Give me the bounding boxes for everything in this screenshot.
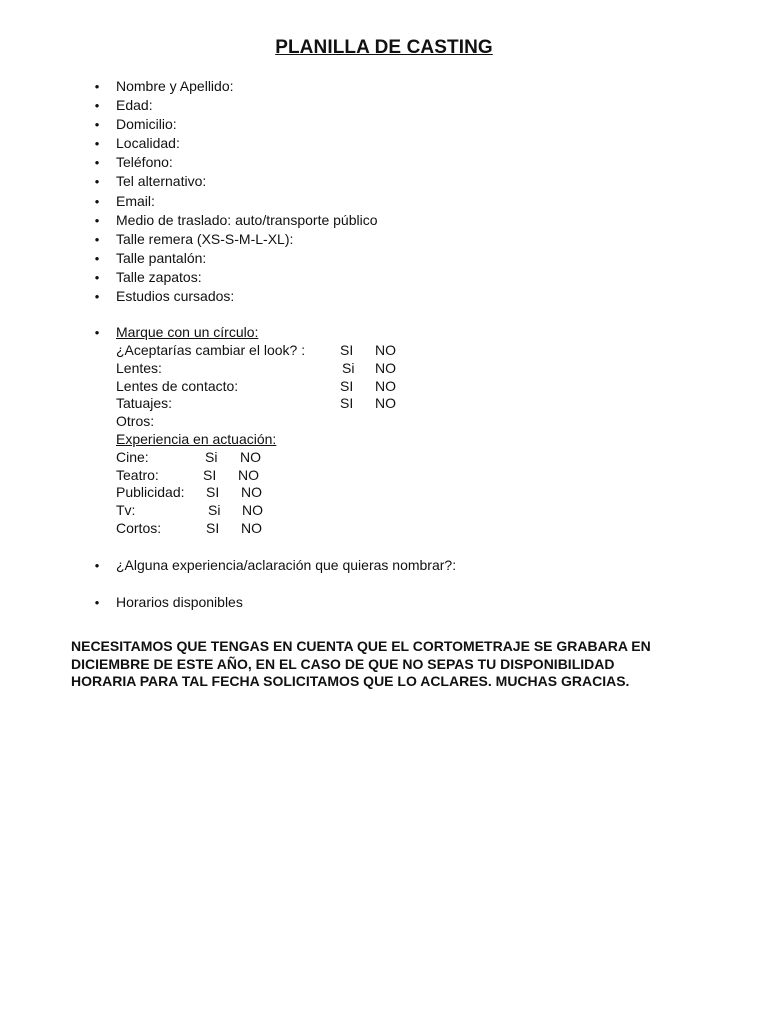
option-yes[interactable]: Si bbox=[205, 448, 218, 465]
option-yes[interactable]: SI bbox=[206, 484, 220, 501]
bullet-icon: • bbox=[94, 557, 100, 573]
option-yes[interactable]: Si bbox=[208, 502, 221, 519]
bullet-icon: • bbox=[94, 325, 100, 341]
option-label: Lentes de contacto: bbox=[116, 377, 239, 394]
field-email bbox=[91, 192, 691, 211]
field-medio-traslado bbox=[91, 211, 691, 230]
option-label: Lentes: bbox=[116, 359, 162, 376]
field-talle-remera bbox=[91, 230, 691, 249]
field-talle-zapatos bbox=[91, 268, 691, 287]
field-label: Email: bbox=[116, 192, 155, 209]
option-label: Cortos: bbox=[116, 519, 162, 536]
bullet-icon: • bbox=[94, 269, 100, 285]
field-label: Medio de traslado: auto/transporte público bbox=[116, 211, 378, 228]
field-localidad bbox=[91, 134, 691, 153]
field-label: Talle remera (XS-S-M-L-XL): bbox=[116, 230, 294, 247]
option-no[interactable]: NO bbox=[375, 341, 396, 358]
option-label: ¿Aceptarías cambiar el look? : bbox=[116, 341, 306, 358]
bullet-icon: • bbox=[94, 155, 100, 171]
option-no[interactable]: NO bbox=[241, 519, 262, 536]
field-edad bbox=[91, 96, 691, 115]
option-yes[interactable]: SI bbox=[203, 466, 217, 483]
option-no[interactable]: NO bbox=[241, 484, 262, 501]
field-telefono bbox=[91, 153, 691, 172]
field-label: Talle zapatos: bbox=[116, 268, 202, 285]
otros-row bbox=[91, 413, 691, 431]
note-line: HORARIA PARA TAL FECHA SOLICITAMOS QUE LO ACLARES. MUCHAS GRACIAS. bbox=[71, 673, 630, 689]
field-label: Localidad: bbox=[116, 135, 180, 152]
bullet-icon: • bbox=[94, 98, 100, 114]
experiencia-heading: Experiencia en actuación: bbox=[116, 430, 277, 447]
field-label: Domicilio: bbox=[116, 116, 177, 133]
pregunta-experiencia: ¿Alguna experiencia/aclaración que quieras nombrar?: bbox=[116, 556, 457, 573]
option-no[interactable]: NO bbox=[240, 448, 261, 465]
field-estudios bbox=[91, 287, 691, 306]
bullet-icon: • bbox=[94, 250, 100, 266]
bullet-icon: • bbox=[94, 212, 100, 228]
option-yes[interactable]: SI bbox=[340, 377, 354, 394]
option-row-tatuajes bbox=[91, 395, 691, 413]
otros-label: Otros: bbox=[116, 413, 155, 430]
field-label: Talle pantalón: bbox=[116, 249, 207, 266]
closing-note bbox=[71, 638, 711, 691]
experiencia-row-publicidad bbox=[91, 484, 691, 502]
option-yes[interactable]: SI bbox=[340, 341, 354, 358]
option-no[interactable]: NO bbox=[375, 395, 396, 412]
field-label: Estudios cursados: bbox=[116, 288, 235, 305]
experiencia-row-teatro bbox=[91, 467, 691, 485]
option-label: Cine: bbox=[116, 448, 149, 465]
option-no[interactable]: NO bbox=[238, 466, 259, 483]
option-yes[interactable]: SI bbox=[206, 519, 220, 536]
field-tel-alternativo bbox=[91, 172, 691, 191]
experiencia-row-cortos bbox=[91, 520, 691, 538]
field-talle-pantalon bbox=[91, 249, 691, 268]
bullet-icon: • bbox=[94, 79, 100, 94]
option-yes[interactable]: Si bbox=[342, 359, 355, 376]
option-no[interactable]: NO bbox=[375, 377, 396, 394]
marque-heading: Marque con un círculo: bbox=[116, 324, 259, 341]
experiencia-row-cine bbox=[91, 449, 691, 467]
note-line: DICIEMBRE DE ESTE AÑO, EN EL CASO DE QUE NO SEPAS TU DISPONIBILIDAD bbox=[71, 655, 615, 672]
bullet-icon: • bbox=[94, 231, 100, 247]
option-label: Teatro: bbox=[116, 466, 159, 483]
experiencia-heading-row bbox=[91, 431, 691, 449]
bullet-icon: • bbox=[94, 136, 100, 152]
field-domicilio bbox=[91, 115, 691, 134]
option-row-look bbox=[91, 342, 691, 360]
option-label: Tv: bbox=[116, 502, 136, 519]
field-label: Edad: bbox=[116, 97, 153, 114]
option-label: Tatuajes: bbox=[116, 395, 173, 412]
bullet-icon: • bbox=[94, 193, 100, 209]
bullet-icon: • bbox=[94, 174, 100, 190]
form-field-list bbox=[91, 77, 691, 612]
option-label: Publicidad: bbox=[116, 484, 185, 501]
experiencia-row-tv bbox=[91, 502, 691, 520]
bullet-icon: • bbox=[94, 117, 100, 133]
bullet-icon: • bbox=[94, 289, 100, 305]
horarios-label: Horarios disponibles bbox=[116, 593, 243, 610]
horarios-row bbox=[91, 593, 691, 612]
note-line: NECESITAMOS QUE TENGAS EN CUENTA QUE EL CORTOMETRAJE SE GRABARA EN bbox=[71, 638, 651, 654]
page-title: PLANILLA DE CASTING bbox=[275, 37, 493, 58]
field-label: Teléfono: bbox=[116, 154, 173, 171]
option-yes[interactable]: SI bbox=[340, 395, 354, 412]
option-no[interactable]: NO bbox=[242, 502, 263, 519]
marque-heading-row bbox=[91, 324, 691, 342]
field-label: Tel alternativo: bbox=[116, 173, 207, 190]
option-no[interactable]: NO bbox=[375, 359, 396, 376]
option-row-lentes bbox=[91, 360, 691, 378]
pregunta-experiencia-row bbox=[91, 556, 691, 575]
bullet-icon: • bbox=[94, 594, 100, 610]
field-label: Nombre y Apellido: bbox=[116, 78, 234, 94]
field-nombre-apellido bbox=[91, 77, 691, 96]
option-row-lentes-contacto bbox=[91, 378, 691, 396]
